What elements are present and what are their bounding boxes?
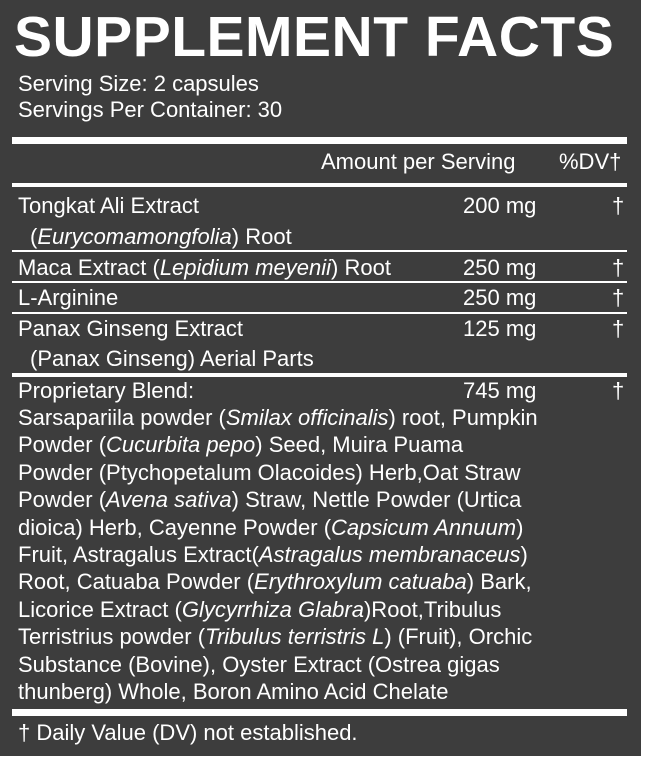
blend-latin-name: Tribulus terristris L	[205, 624, 385, 650]
ingredient-name: L-Arginine	[18, 285, 119, 310]
blend-text: Powder (Ptychopetalum Olacoides) Herb,Oat Straw	[18, 459, 521, 485]
blend-text: Root, Catuaba Powder (	[18, 569, 255, 595]
ingredient-amount: 200 mg	[463, 193, 537, 218]
ingredient-amount: 125 mg	[463, 316, 537, 341]
ingredient-dv: †	[612, 255, 625, 280]
divider-row	[12, 312, 627, 314]
blend-line	[18, 623, 632, 650]
divider-thick-top	[12, 137, 627, 144]
blend-line	[18, 651, 632, 678]
ingredient-dv: †	[612, 285, 625, 310]
blend-text: Licorice Extract (	[18, 596, 182, 622]
dv-header: %DV†	[559, 149, 622, 174]
blend-latin-name: Capsicum Annuum	[331, 514, 517, 540]
blend-text: Sarsapariila powder (	[18, 405, 226, 430]
servings-per-container: Servings Per Container: 30	[18, 97, 283, 122]
panel-title: SUPPLEMENT FACTS	[14, 5, 615, 69]
blend-line	[18, 541, 632, 568]
blend-line	[18, 678, 632, 705]
blend-text: Substance (Bovine), Oyster Extract (Ostrea gigas	[18, 651, 500, 677]
divider-row	[12, 250, 627, 252]
divider-row	[12, 281, 627, 283]
blend-line	[18, 596, 632, 623]
ingredient-source: (Panax Ginseng) Aerial Parts	[30, 346, 314, 371]
blend-dv: †	[612, 378, 625, 403]
blend-name: Proprietary Blend:	[18, 378, 195, 403]
serving-size: Serving Size: 2 capsules	[18, 71, 259, 96]
blend-line	[18, 568, 632, 595]
ingredient-name-part: Maca Extract (	[18, 255, 160, 280]
blend-latin-name: Smilax officinalis	[225, 405, 389, 430]
blend-text: Fruit, Astragalus Extract(	[18, 542, 259, 568]
blend-latin-name: Glycyrrhiza Glabra	[181, 596, 364, 622]
ingredient-amount: 250 mg	[463, 285, 537, 310]
blend-amount: 745 mg	[463, 378, 537, 403]
ingredient-name: Panax Ginseng Extract	[18, 316, 244, 341]
blend-text: ) root, Pumpkin	[388, 405, 538, 430]
blend-text: )Root,Tribulus	[363, 596, 502, 622]
blend-text: )	[520, 542, 528, 568]
blend-text: Powder (	[18, 432, 107, 458]
ingredient-name	[18, 255, 391, 281]
ingredient-dv: †	[612, 316, 625, 341]
ingredient-latin-name: Eurycomamongfolia	[37, 224, 232, 249]
blend-latin-name: Avena sativa	[106, 487, 232, 513]
ingredient-latin-name: Lepidium meyenii	[159, 255, 332, 280]
divider-header	[12, 183, 627, 187]
blend-text: ) Bark,	[466, 569, 532, 595]
ingredient-dv: †	[612, 193, 625, 218]
ingredient-name: Tongkat Ali Extract	[18, 193, 199, 218]
blend-text: Terristrius powder (	[18, 624, 206, 650]
blend-latin-name: Cucurbita pepo	[106, 432, 256, 458]
blend-text: ) (Fruit), Orchic	[384, 624, 533, 650]
ingredient-source: (Eurycomamongfolia) Root	[30, 224, 292, 249]
blend-text: Powder (	[18, 487, 107, 513]
ingredient-part: Root	[239, 224, 292, 249]
blend-line	[18, 459, 632, 486]
blend-text: dioica) Herb, Cayenne Powder (	[18, 514, 332, 540]
dv-footnote: † Daily Value (DV) not established.	[18, 720, 358, 745]
blend-text: )	[516, 514, 524, 540]
amount-per-serving-header: Amount per Serving	[321, 149, 516, 174]
blend-line	[18, 486, 632, 513]
ingredient-amount: 250 mg	[463, 255, 537, 280]
divider-blend	[12, 373, 627, 377]
blend-text: ) Seed, Muira Puama	[255, 432, 464, 458]
ingredient-part: ) Root	[331, 255, 391, 280]
blend-latin-name: Astragalus membranaceus	[258, 542, 521, 568]
blend-line	[18, 404, 632, 431]
blend-line	[18, 514, 632, 541]
blend-latin-name: Erythroxylum catuaba	[254, 569, 467, 595]
divider-thick-bottom	[12, 709, 627, 716]
blend-line	[18, 431, 632, 458]
blend-text: ) Straw, Nettle Powder (Urtica	[231, 487, 522, 513]
blend-text: thunberg) Whole, Boron Amino Acid Chelate	[18, 679, 449, 705]
blend-ingredients	[18, 404, 632, 705]
